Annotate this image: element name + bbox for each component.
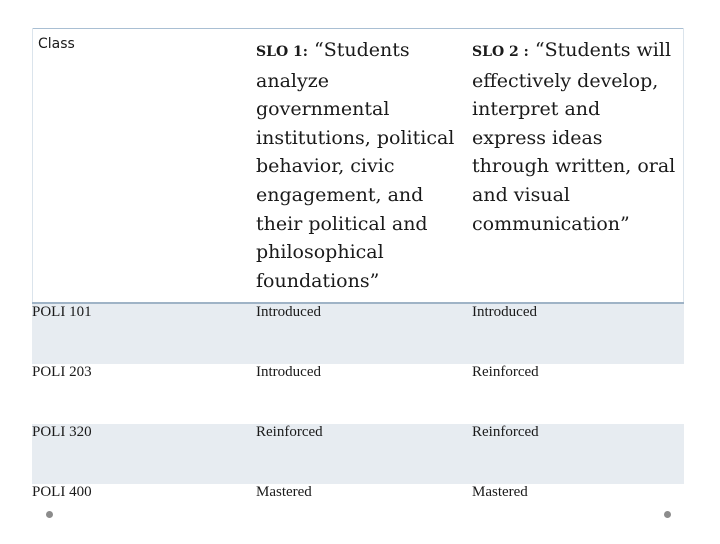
slo1-cell: Introduced [248,303,464,364]
header-row [32,30,684,303]
table-row [32,303,684,364]
bullet-dot-icon [664,511,671,518]
table-row [32,484,684,544]
slo1-column-header [248,30,464,303]
slo2-cell: Reinforced [464,424,684,484]
slo1-cell: Introduced [248,364,464,424]
slo1-description: “Students analyze governmental institutions, political behavior, civic engagement, and their political and philosophical foundations” [256,39,455,292]
slo2-tag: SLO 2 : [472,44,529,60]
slo1-cell: Mastered [248,484,464,544]
table-row [32,424,684,484]
slo2-cell: Introduced [464,303,684,364]
slo1-cell: Reinforced [248,424,464,484]
slo-mapping-table [32,30,684,544]
class-cell: POLI 203 [32,364,248,424]
slo2-cell: Reinforced [464,364,684,424]
slo2-cell: Mastered [464,484,684,544]
slo1-tag: SLO 1: [256,44,308,60]
class-column-header: Class [38,36,75,52]
class-cell: POLI 101 [32,303,248,364]
slo2-description: “Students will effectively develop, interpret and express ideas through written, oral and visual communication” [472,39,676,235]
class-cell: POLI 400 [32,484,248,544]
frame-top-rule [32,28,684,29]
bullet-dot-icon [46,511,53,518]
table-row [32,364,684,424]
class-cell: POLI 320 [32,424,248,484]
slo2-column-header [464,30,684,303]
